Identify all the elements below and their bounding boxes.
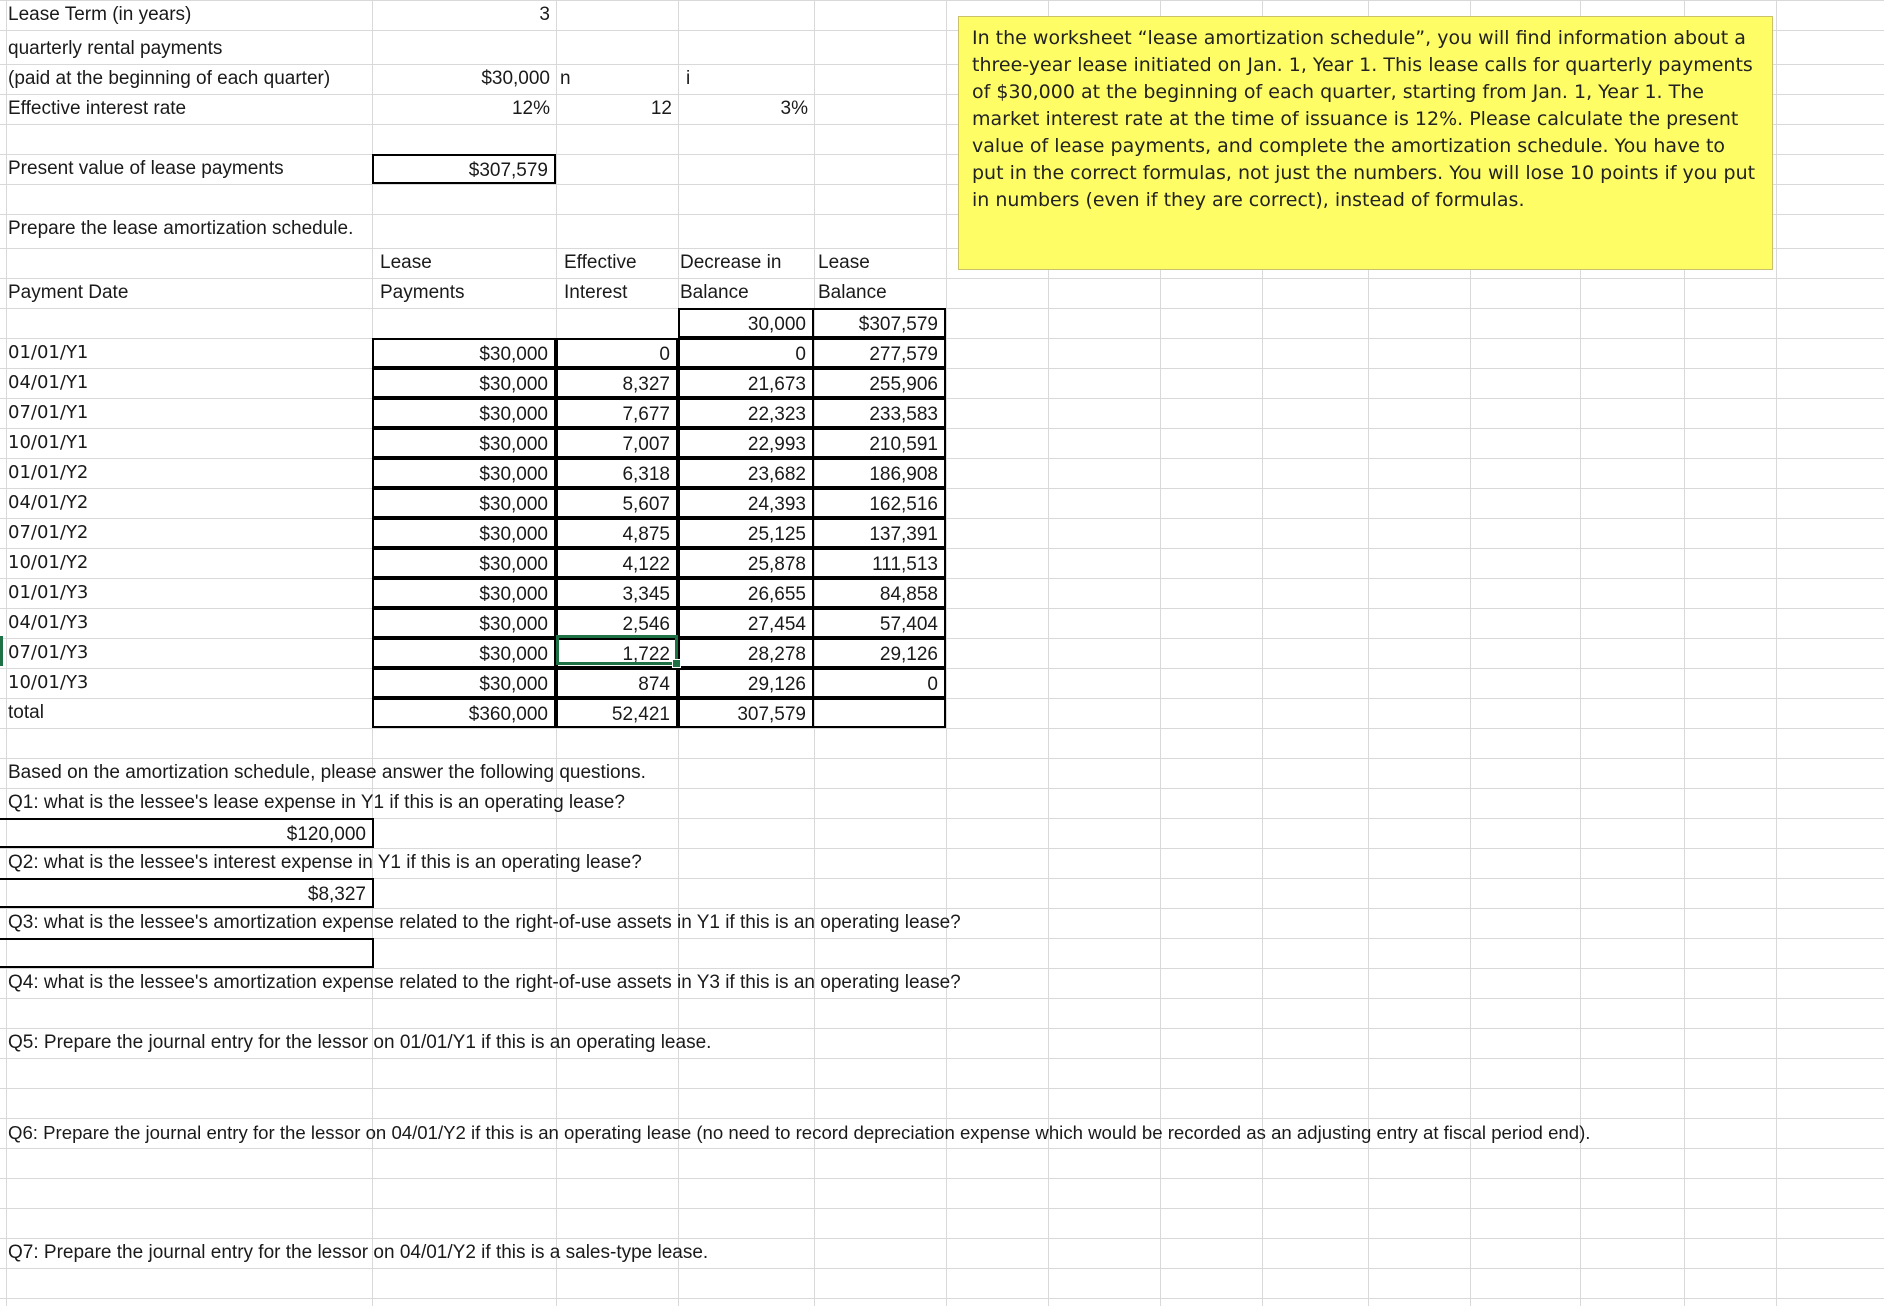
effective-interest-cell[interactable]: 874 [556,668,678,698]
payment-date-cell[interactable]: 10/01/Y3 [8,672,89,693]
payment-date-cell[interactable]: 10/01/Y1 [8,432,89,453]
header-decrease-1[interactable]: Decrease in [680,252,782,273]
question-3[interactable]: Q3: what is the lessee's amortization expense related to the right-of-use assets in Y1 if this is an operating lease? [8,912,961,933]
header-interest-1[interactable]: Effective [564,252,637,273]
effective-interest-cell[interactable]: 7,007 [556,428,678,458]
i-label[interactable]: i [686,68,691,89]
active-row-marker [0,636,3,666]
pv-value[interactable]: $307,579 [372,154,556,184]
effective-interest-cell[interactable]: 4,122 [556,548,678,578]
rate-label[interactable]: Effective interest rate [8,98,187,119]
answer-1[interactable]: $120,000 [0,818,374,848]
decrease-in-balance-cell[interactable]: 22,993 [678,428,814,458]
payment-date-cell[interactable]: 04/01/Y1 [8,372,89,393]
header-decrease-2[interactable]: Balance [680,282,749,303]
lease-balance-cell[interactable]: 137,391 [812,518,946,548]
lease-balance-cell[interactable]: 0 [812,668,946,698]
lease-balance-cell[interactable]: 210,591 [812,428,946,458]
lease-payment-cell[interactable]: $30,000 [372,548,556,578]
rate-value[interactable]: 12% [511,98,550,119]
header-payment-date[interactable]: Payment Date [8,282,129,303]
quarterly-payment-value[interactable]: $30,000 [481,68,550,89]
lease-balance-cell[interactable]: 111,513 [812,548,946,578]
header-payments-1[interactable]: Lease [380,252,432,273]
i-value[interactable]: 3% [780,98,808,119]
quarterly-label-2[interactable]: (paid at the beginning of each quarter) [8,68,331,89]
payment-date-cell[interactable]: 04/01/Y2 [8,492,89,513]
effective-interest-cell[interactable]: 5,607 [556,488,678,518]
question-1[interactable]: Q1: what is the lessee's lease expense in Y1 if this is an operating lease? [8,792,625,813]
lease-balance-cell[interactable]: 277,579 [812,338,946,368]
question-5[interactable]: Q5: Prepare the journal entry for the lessor on 01/01/Y1 if this is an operating lease. [8,1032,712,1053]
decrease-in-balance-cell[interactable]: 22,323 [678,398,814,428]
lease-balance-cell[interactable]: 57,404 [812,608,946,638]
total-balance[interactable] [812,698,946,728]
decrease-in-balance-cell[interactable]: 23,682 [678,458,814,488]
lease-payment-cell[interactable]: $30,000 [372,458,556,488]
lease-balance-cell[interactable]: 162,516 [812,488,946,518]
pv-label[interactable]: Present value of lease payments [8,158,284,179]
answer-3[interactable] [0,938,374,968]
payment-date-cell[interactable]: 01/01/Y2 [8,462,89,483]
lease-payment-cell[interactable]: $30,000 [372,668,556,698]
effective-interest-cell[interactable]: 7,677 [556,398,678,428]
header-balance-1[interactable]: Lease [818,252,870,273]
instructions-note[interactable]: In the worksheet “lease amortization schedule”, you will find information about a three-year lease initiated on Jan. 1, Year 1. This lease calls for quarterly payments of $30,000 at the beginning of each quarter, starting from Jan. 1, Year 1. The market interest rate at the time of issuance is 12%. Please calculate the present value of lease payments, and complete the amortization schedule. You have to put in the correct formulas, not just the numbers. You will lose 10 points if you put in numbers (even if they are correct), instead of formulas. [958,16,1773,270]
payment-date-cell[interactable]: 01/01/Y1 [8,342,89,363]
question-7[interactable]: Q7: Prepare the journal entry for the lessor on 04/01/Y2 if this is a sales-type lease. [8,1242,709,1263]
lease-payment-cell[interactable]: $30,000 [372,398,556,428]
lease-payment-cell[interactable]: $30,000 [372,368,556,398]
answer-2[interactable]: $8,327 [0,878,374,908]
payment-date-cell[interactable]: 04/01/Y3 [8,612,89,633]
payment-date-cell[interactable]: 01/01/Y3 [8,582,89,603]
total-interest[interactable]: 52,421 [556,698,678,728]
lease-payment-cell[interactable]: $30,000 [372,518,556,548]
active-cell-selection[interactable] [556,635,678,665]
effective-interest-cell[interactable]: 2,546 [556,608,678,638]
n-value[interactable]: 12 [650,98,672,119]
lease-payment-cell[interactable]: $30,000 [372,578,556,608]
decrease-in-balance-cell[interactable]: 0 [678,338,814,368]
decrease-in-balance-cell[interactable]: 29,126 [678,668,814,698]
prepare-schedule-label[interactable]: Prepare the lease amortization schedule. [8,218,354,239]
header-payments-2[interactable]: Payments [380,282,465,303]
lease-payment-cell[interactable]: $30,000 [372,638,556,668]
lease-balance-cell[interactable]: 84,858 [812,578,946,608]
question-2[interactable]: Q2: what is the lessee's interest expense in Y1 if this is an operating lease? [8,852,642,873]
n-label[interactable]: n [560,68,571,89]
payment-date-cell[interactable]: 10/01/Y2 [8,552,89,573]
lease-term-label[interactable]: Lease Term (in years) [8,4,192,25]
opening-decrease[interactable]: 30,000 [678,308,814,338]
total-payment[interactable]: $360,000 [372,698,556,728]
opening-balance[interactable]: $307,579 [812,308,946,338]
question-6[interactable]: Q6: Prepare the journal entry for the lessor on 04/01/Y2 if this is an operating lease (no need to record depreciation expense which would be recorded as an adjusting entry at fiscal period end). [8,1122,1591,1143]
decrease-in-balance-cell[interactable]: 25,878 [678,548,814,578]
header-interest-2[interactable]: Interest [564,282,628,303]
decrease-in-balance-cell[interactable]: 27,454 [678,608,814,638]
decrease-in-balance-cell[interactable]: 26,655 [678,578,814,608]
lease-term-value[interactable]: 3 [539,4,550,25]
quarterly-label-1[interactable]: quarterly rental payments [8,38,223,59]
lease-balance-cell[interactable]: 233,583 [812,398,946,428]
decrease-in-balance-cell[interactable]: 28,278 [678,638,814,668]
lease-balance-cell[interactable]: 255,906 [812,368,946,398]
fill-handle[interactable] [672,659,681,668]
total-decrease[interactable]: 307,579 [678,698,814,728]
effective-interest-cell[interactable]: 4,875 [556,518,678,548]
lease-payment-cell[interactable]: $30,000 [372,608,556,638]
effective-interest-cell[interactable]: 1,722 [556,638,678,668]
header-balance-2[interactable]: Balance [818,282,887,303]
lease-balance-cell[interactable]: 29,126 [812,638,946,668]
payment-date-cell[interactable]: 07/01/Y1 [8,402,89,423]
effective-interest-cell[interactable]: 8,327 [556,368,678,398]
decrease-in-balance-cell[interactable]: 21,673 [678,368,814,398]
total-label[interactable]: total [8,702,44,723]
decrease-in-balance-cell[interactable]: 24,393 [678,488,814,518]
effective-interest-cell[interactable]: 0 [556,338,678,368]
lease-payment-cell[interactable]: $30,000 [372,488,556,518]
questions-intro[interactable]: Based on the amortization schedule, please answer the following questions. [8,762,646,783]
lease-balance-cell[interactable]: 186,908 [812,458,946,488]
payment-date-cell[interactable]: 07/01/Y2 [8,522,89,543]
effective-interest-cell[interactable]: 3,345 [556,578,678,608]
question-4[interactable]: Q4: what is the lessee's amortization expense related to the right-of-use assets in Y3 if this is an operating lease? [8,972,961,993]
effective-interest-cell[interactable]: 6,318 [556,458,678,488]
decrease-in-balance-cell[interactable]: 25,125 [678,518,814,548]
lease-payment-cell[interactable]: $30,000 [372,428,556,458]
lease-payment-cell[interactable]: $30,000 [372,338,556,368]
payment-date-cell[interactable]: 07/01/Y3 [8,642,89,663]
